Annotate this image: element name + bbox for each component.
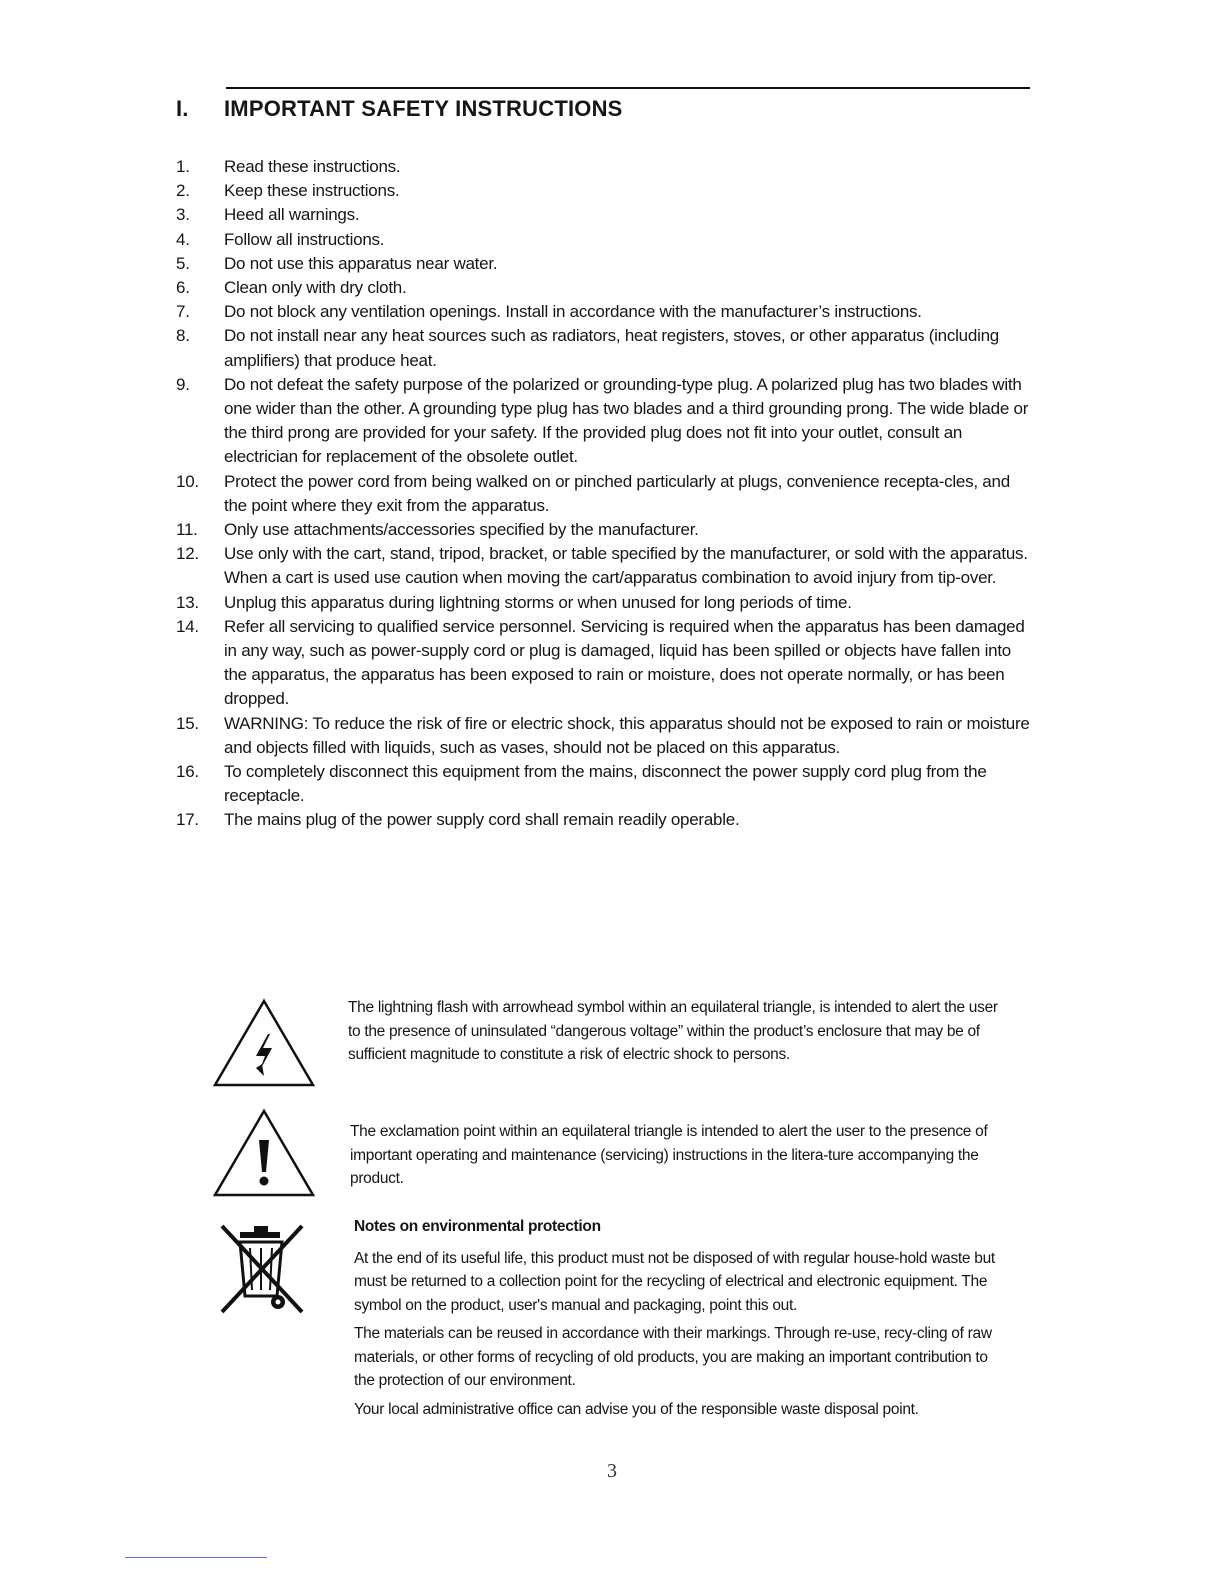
item-number: 2. [176, 181, 190, 201]
list-item [176, 155, 1036, 179]
item-number: 8. [176, 326, 190, 346]
item-text: Heed all warnings. [224, 205, 360, 225]
exclamation-text: The exclamation point within an equilateral triangle is intended to alert the user to the presence of important operating and maintenance (servicing) instructions in the litera-ture accompanying the product. [350, 1123, 988, 1187]
list-item [176, 591, 1036, 615]
item-number: 10. [176, 471, 199, 491]
item-number: 15. [176, 713, 199, 733]
item-number: 3. [176, 205, 190, 225]
item-number: 11. [176, 520, 198, 540]
list-item [176, 203, 1036, 227]
item-number: 4. [176, 229, 190, 249]
environment-paragraph-2: The materials can be reused in accordance with their markings. Through re-use, recy-cling of raw materials, or other forms of recycling of old products, you are making an important contribution to the protection of our environment. [354, 1325, 992, 1389]
item-text: Refer all servicing to qualified service personnel. Servicing is required when the apparatus has been damaged in any way, such as power-supply cord or plug is damaged, liquid has been spilled or objects have fallen into the apparatus, the apparatus has been exposed to rain or moisture, does not operate normally, or has been dropped. [224, 616, 1025, 709]
item-number: 6. [176, 278, 190, 298]
item-number: 14. [176, 616, 199, 636]
item-text: Read these instructions. [224, 157, 401, 176]
item-text: Follow all instructions. [224, 229, 385, 249]
list-item [176, 470, 1036, 518]
list-item [176, 542, 1036, 590]
exclamation-warning-icon [212, 1108, 316, 1198]
lightning-description [348, 996, 998, 1067]
list-item [176, 808, 1036, 832]
list-item [176, 228, 1036, 252]
environment-paragraph-3: Your local administrative office can advise you of the responsible waste disposal point. [354, 1400, 919, 1418]
item-text: Unplug this apparatus during lightning storms or when unused for long periods of time. [224, 592, 852, 612]
item-text: Do not defeat the safety purpose of the polarized or grounding-type plug. A polarized plug has two blades with one wider than the other. A grounding type plug has two blades and a third grounding prong. The wide blade or the third prong are provided for your safety. If the provided plug does not fit into your outlet, consult an electrician for replacement of the obsolete outlet. [224, 374, 1029, 467]
list-item [176, 712, 1036, 760]
item-number: 5. [176, 253, 190, 273]
list-item [176, 179, 1036, 203]
list-item [176, 615, 1036, 712]
environment-paragraph-1: At the end of its useful life, this product must not be disposed of with regular house-hold waste but must be returned to a collection point for the recycling of electrical and electronic equipment. The symbol on the product, user's manual and packaging, point this out. [354, 1249, 995, 1314]
item-number: 1. [176, 157, 190, 176]
item-text: To completely disconnect this equipment from the mains, disconnect the power supply cord plug from the receptacle. [224, 762, 987, 806]
item-text: The mains plug of the power supply cord shall remain readily operable. [224, 810, 740, 830]
top-rule [226, 87, 1030, 89]
section-title: IMPORTANT SAFETY INSTRUCTIONS [224, 96, 623, 121]
bottom-rule [125, 1557, 267, 1558]
instruction-list [176, 155, 1036, 833]
item-text: Do not use this apparatus near water. [224, 253, 498, 273]
list-item [176, 252, 1036, 276]
section-number: I. [176, 96, 189, 121]
page-number: 3 [607, 1460, 617, 1482]
list-item [176, 760, 1036, 808]
item-text: Protect the power cord from being walked on or pinched particularly at plugs, convenience recepta-cles, and the point where they exit from the apparatus. [224, 471, 1010, 515]
exclamation-description [350, 1120, 1000, 1191]
item-text: Only use attachments/accessories specified by the manufacturer. [224, 520, 699, 540]
list-item [176, 373, 1036, 470]
environment-notes [354, 1215, 1004, 1421]
item-text: Keep these instructions. [224, 181, 400, 201]
list-item [176, 300, 1036, 324]
lightning-text: The lightning flash with arrowhead symbol within an equilateral triangle, is intended to alert the user to the presence of uninsulated “dangerous voltage” within the product’s enclosure that may be of sufficient magnitude to constitute a risk of electric shock to persons. [348, 999, 998, 1063]
item-number: 12. [176, 544, 199, 564]
item-number: 16. [176, 762, 199, 782]
item-text: Clean only with dry cloth. [224, 278, 407, 298]
item-number: 13. [176, 592, 199, 612]
item-text: WARNING: To reduce the risk of fire or electric shock, this apparatus should not be exposed to rain or moisture and objects filled with liquids, such as vases, should not be placed on this apparatus. [224, 713, 1030, 757]
environment-title: Notes on environmental protection [354, 1218, 601, 1235]
crossed-out-bin-icon [216, 1222, 308, 1316]
list-item [176, 276, 1036, 300]
item-number: 7. [176, 302, 190, 322]
list-item [176, 324, 1036, 372]
item-text: Do not block any ventilation openings. Install in accordance with the manufacturer’s instructions. [224, 302, 922, 322]
item-text: Use only with the cart, stand, tripod, bracket, or table specified by the manufacturer, or sold with the apparatus. When a cart is used use caution when moving the cart/apparatus combination to avoid injury from tip-over. [224, 544, 1028, 588]
item-number: 9. [176, 374, 190, 394]
item-text: Do not install near any heat sources such as radiators, heat registers, stoves, or other apparatus (including amplifiers) that produce heat. [224, 326, 1000, 370]
item-number: 17. [176, 810, 199, 830]
lightning-warning-icon [212, 998, 316, 1088]
list-item [176, 518, 1036, 542]
